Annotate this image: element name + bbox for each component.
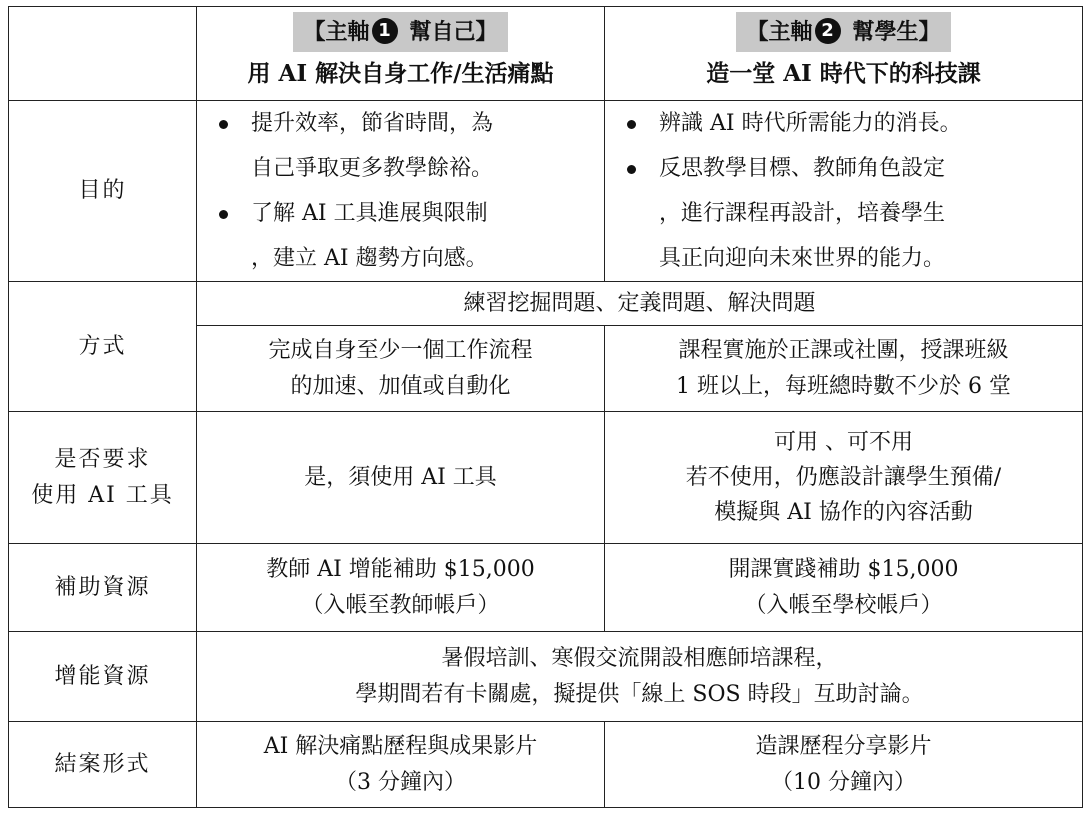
subsidy-label: 補助資源 <box>9 544 197 632</box>
purpose-axis1-bullet-2: 了解 AI 工具進展與限制 ，建立 AI 趨勢方向感。 <box>209 191 604 281</box>
method-shared-cell: 練習挖掘問題、定義問題、解決問題 <box>197 282 1083 326</box>
bullet-icon <box>627 165 636 174</box>
header-cell-axis2 <box>605 7 1083 101</box>
purpose-axis1-bullet-1: 提升效率，節省時間，為 自己爭取更多教學餘裕。 <box>209 101 604 191</box>
ai-required-label: 是否要求 使用 AI 工具 <box>9 412 197 544</box>
circled-number-1-icon: 1 <box>372 18 398 44</box>
bullet-icon <box>219 210 228 219</box>
circled-number-2-icon: 2 <box>815 18 841 44</box>
closing-axis2-cell: 造課歷程分享影片 （10 分鐘內） <box>605 722 1083 808</box>
closing-label: 結案形式 <box>9 722 197 808</box>
ai-required-axis1-cell: 是，須使用 AI 工具 <box>197 412 605 544</box>
bullet-icon <box>219 120 228 129</box>
axis1-subtitle: 用 AI 解決自身工作/生活痛點 <box>247 60 554 87</box>
training-shared-cell: 暑假培訓、寒假交流開設相應師培課程， 學期間若有卡關處，擬提供「線上 SOS 時段」互助討論。 <box>197 632 1083 722</box>
training-row <box>9 632 1083 722</box>
axis2-tag: 【主軸 2 幫學生】 <box>736 12 950 52</box>
purpose-axis2-cell <box>605 101 1083 282</box>
method-axis2-cell: 課程實施於正課或社團，授課班級 1 班以上，每班總時數不少於 6 堂 <box>605 326 1083 412</box>
subsidy-axis1-cell: 教師 AI 增能補助 $15,000 （入帳至教師帳戶） <box>197 544 605 632</box>
method-axis1-cell: 完成自身至少一個工作流程 的加速、加值或自動化 <box>197 326 605 412</box>
header-empty-cell <box>9 7 197 101</box>
purpose-axis1-cell <box>197 101 605 282</box>
header-row <box>9 7 1083 101</box>
ai-required-row <box>9 412 1083 544</box>
closing-row <box>9 722 1083 808</box>
closing-axis1-cell: AI 解決痛點歷程與成果影片 （3 分鐘內） <box>197 722 605 808</box>
training-label: 增能資源 <box>9 632 197 722</box>
purpose-row <box>9 101 1083 282</box>
subsidy-axis2-cell: 開課實踐補助 $15,000 （入帳至學校帳戶） <box>605 544 1083 632</box>
ai-required-axis2-cell: 可用 、可不用 若不使用，仍應設計讓學生預備/ 模擬與 AI 協作的內容活動 <box>605 412 1083 544</box>
header-cell-axis1 <box>197 7 605 101</box>
purpose-axis2-bullet-2: 反思教學目標、教師角色設定 ，進行課程再設計，培養學生 具正向迎向未來世界的能力。 <box>617 146 1082 281</box>
bullet-icon <box>627 120 636 129</box>
purpose-axis2-bullet-1: 辨識 AI 時代所需能力的消長。 <box>617 101 1082 146</box>
method-row <box>9 282 1083 326</box>
axis1-tag: 【主軸 1 幫自己】 <box>293 12 507 52</box>
program-comparison-table <box>8 6 1083 808</box>
axis2-subtitle: 造一堂 AI 時代下的科技課 <box>706 60 981 87</box>
method-label: 方式 <box>9 282 197 412</box>
purpose-label: 目的 <box>9 101 197 282</box>
subsidy-row <box>9 544 1083 632</box>
